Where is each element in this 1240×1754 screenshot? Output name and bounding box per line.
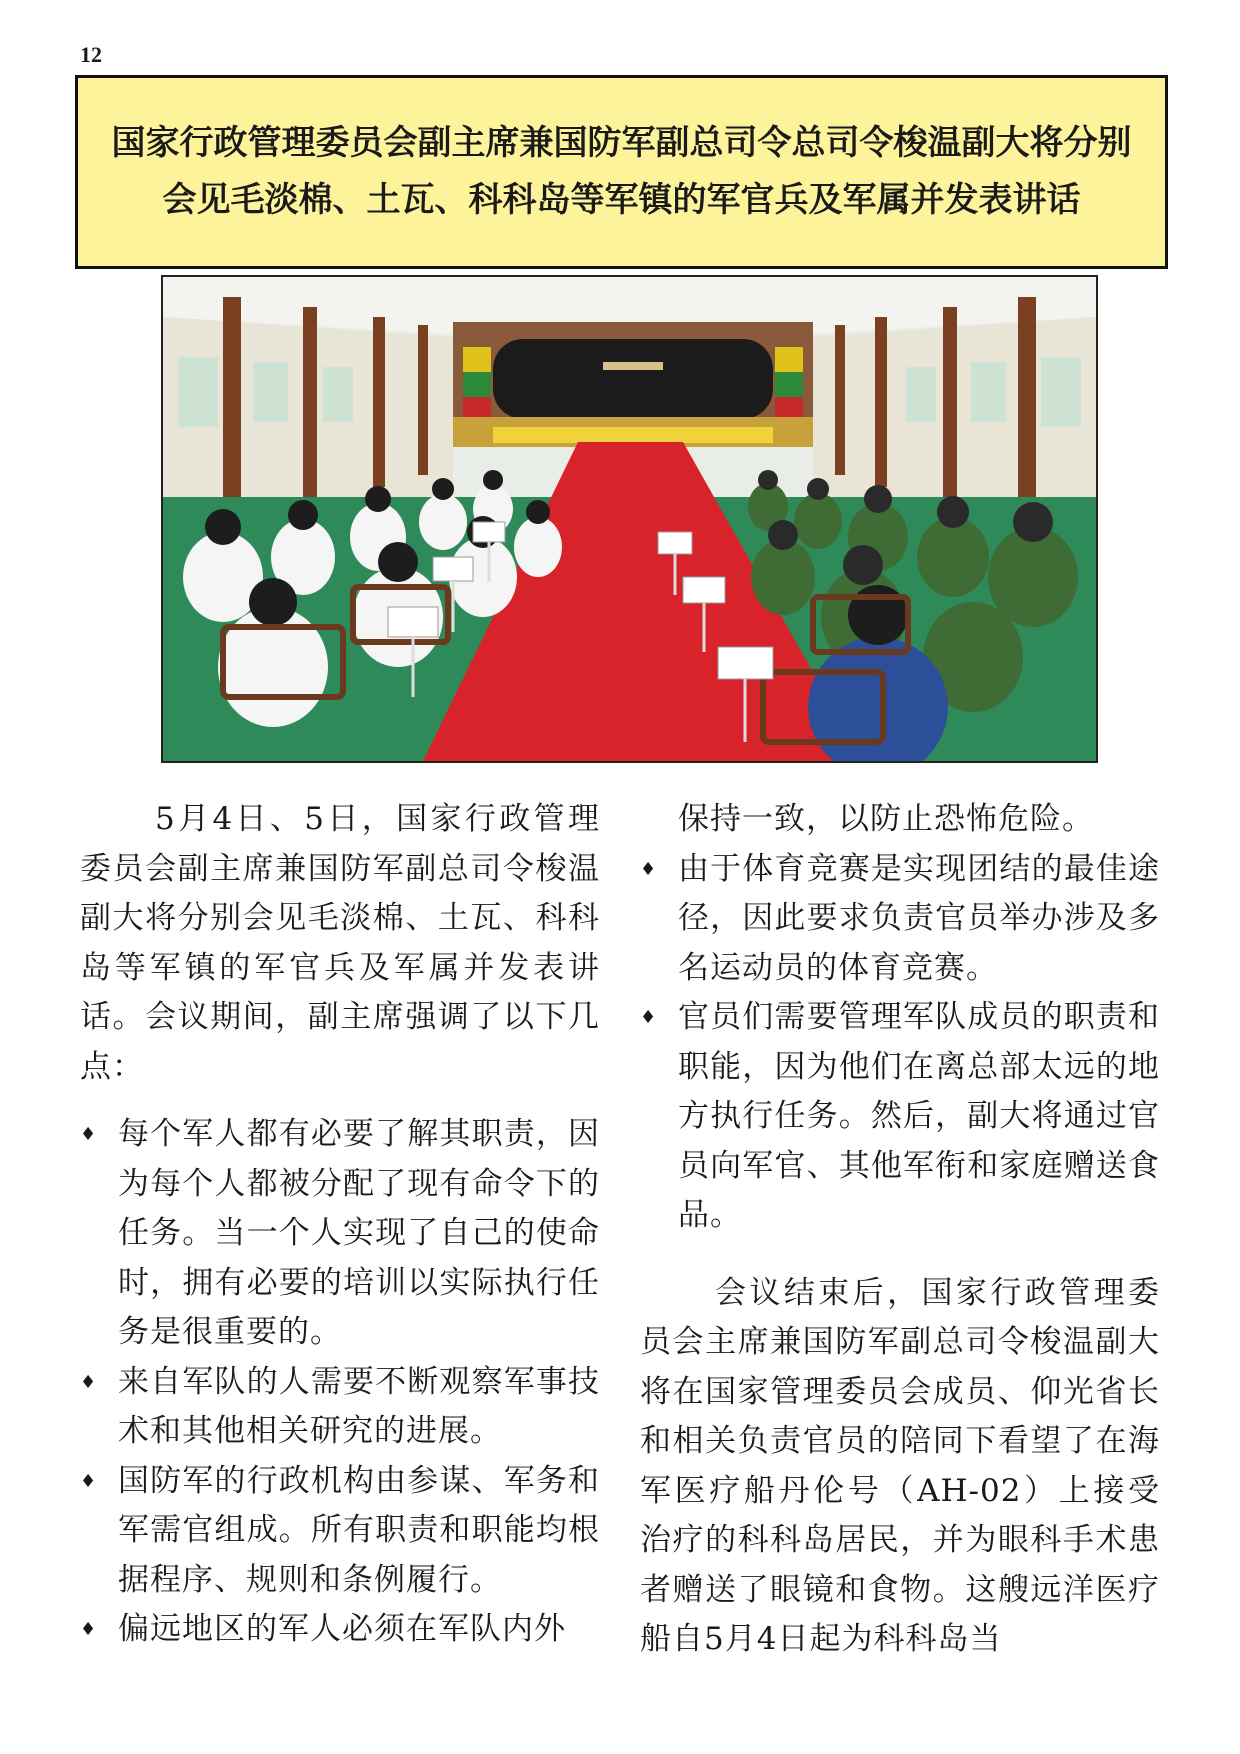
left-bullet-list bbox=[80, 1110, 600, 1655]
diamond-bullet-icon: ♦ bbox=[80, 1470, 98, 1492]
diamond-bullet-icon: ♦ bbox=[640, 858, 658, 880]
continued-bullet-text: 保持一致，以防止恐怖危险。 bbox=[678, 801, 1094, 837]
diamond-bullet-icon: ♦ bbox=[80, 1124, 98, 1145]
headline: 国家行政管理委员会副主席兼国防军副总司令总司令梭温副大将分别会见毛淡棉、土瓦、科科岛等军镇的军官兵及军属并发表讲话 bbox=[111, 123, 1132, 220]
closing-paragraph: 会议结束后，国家行政管理委员会主席兼国防军副总司令梭温副大将在国家管理委员会成员、仰光省长和相关负责官员的陪同下看望了在海军医疗船丹伦号（AH-02）上接受治疗的科科岛居民，并为眼科手术患者赠送了眼镜和食物。这艘远洋医疗船自5月4日起为科科岛当 bbox=[640, 1274, 1160, 1657]
list-item bbox=[640, 993, 1160, 1241]
intro-paragraph: 5月4日、5日，国家行政管理委员会副主席兼国防军副总司令梭温副大将分别会见毛淡棉、土瓦、科科岛等军镇的军官兵及军属并发表讲话。会议期间，副主席强调了以下几点： bbox=[80, 801, 600, 1085]
diamond-bullet-icon: ♦ bbox=[80, 1619, 98, 1640]
meeting-hall-photo bbox=[161, 275, 1098, 763]
right-column bbox=[640, 795, 1160, 1665]
list-item-text: 由于体育竞赛是实现团结的最佳途径，因此要求负责官员举办涉及多名运动员的体育竞赛。 bbox=[678, 850, 1160, 986]
left-column bbox=[80, 795, 600, 1655]
list-item-text: 官员们需要管理军队成员的职责和职能，因为他们在离总部太远的地方执行任务。然后，副大将通过官员向军官、其他军衔和家庭赠送食品。 bbox=[678, 999, 1160, 1233]
list-item bbox=[80, 1110, 600, 1358]
right-bullet-list bbox=[640, 845, 1160, 1241]
list-item-text: 偏远地区的军人必须在军队内外 bbox=[118, 1611, 566, 1647]
list-item bbox=[640, 845, 1160, 994]
list-item bbox=[80, 1605, 600, 1655]
list-item-text: 来自军队的人需要不断观察军事技术和其他相关研究的进展。 bbox=[118, 1363, 600, 1449]
diamond-bullet-icon: ♦ bbox=[80, 1371, 98, 1393]
list-item bbox=[80, 1358, 600, 1457]
list-item bbox=[80, 1457, 600, 1606]
diamond-bullet-icon: ♦ bbox=[640, 1007, 658, 1028]
list-item-text: 国防军的行政机构由参谋、军务和军需官组成。所有职责和职能均根据程序、规则和条例履行。 bbox=[118, 1462, 600, 1598]
headline-box bbox=[75, 75, 1168, 269]
page-number: 12 bbox=[80, 42, 102, 67]
list-item-text: 每个军人都有必要了解其职责，因为每个人都被分配了现有命令下的任务。当一个人实现了自己的使命时，拥有必要的培训以实际执行任务是很重要的。 bbox=[118, 1116, 600, 1350]
